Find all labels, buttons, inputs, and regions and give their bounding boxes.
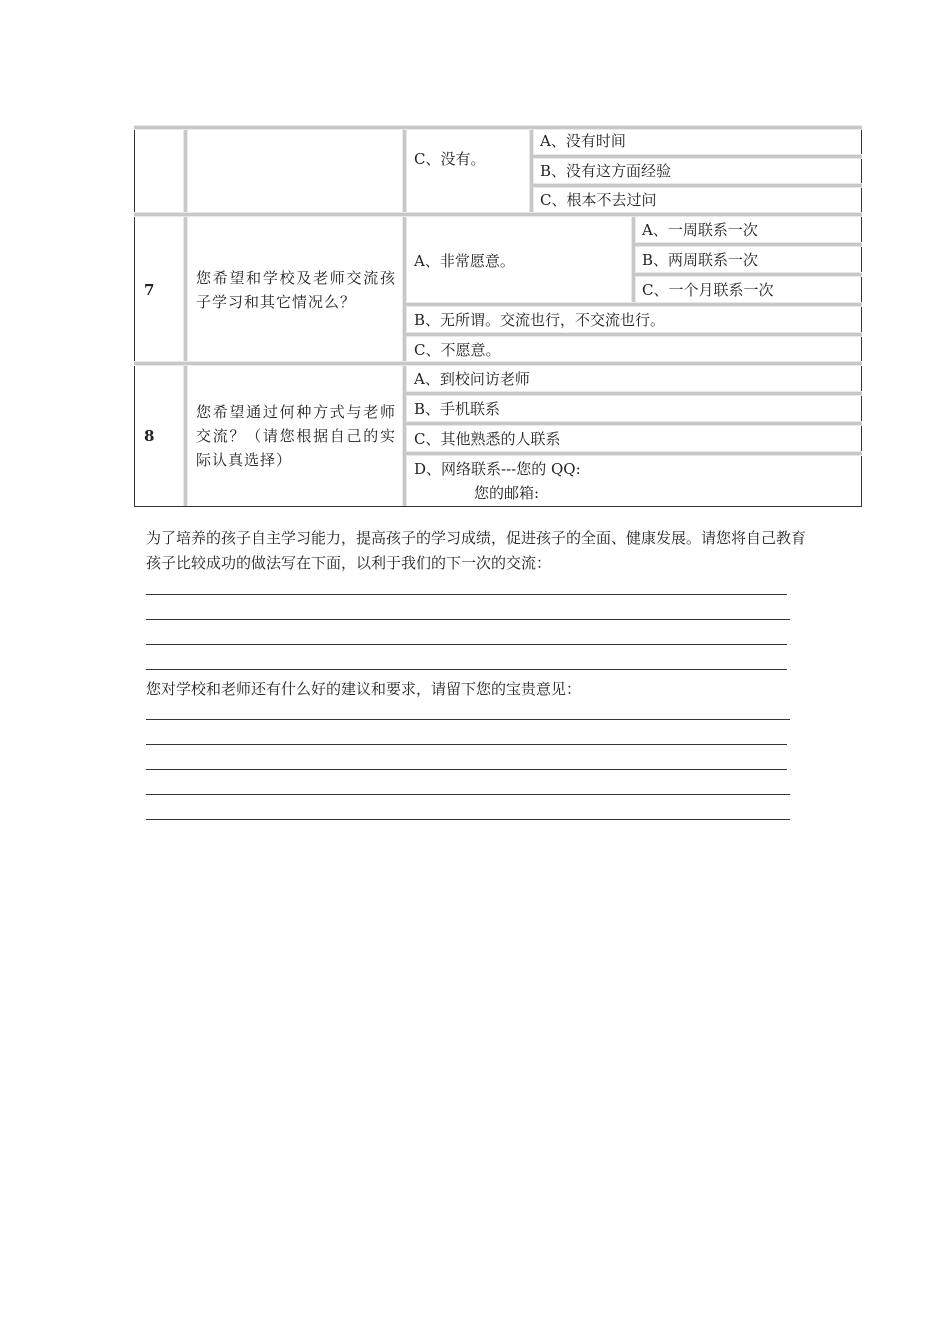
table-col-divider (402, 128, 407, 506)
table-row-divider (406, 451, 862, 456)
row7-answer-c: C、不愿意。 (414, 341, 501, 359)
table-row-divider (635, 242, 862, 247)
table-col-divider (183, 128, 188, 506)
answer-line (146, 619, 790, 620)
row7-answer-b: B、无所谓。交流也行，不交流也行。 (414, 311, 666, 329)
table-row-divider (134, 125, 862, 130)
row6-answer-c: C、没有。 (414, 150, 486, 168)
row7-sub-a: A、一周联系一次 (642, 221, 758, 239)
answer-line (146, 669, 787, 670)
paragraph-suggestion-prompt: 您对学校和老师还有什么好的建议和要求，请留下您的宝贵意见： (146, 680, 582, 698)
paragraph-experience-prompt: 为了培养的孩子自主学习能力，提高孩子的学习成绩，促进孩子的全面、健康发展。请您将自己教育孩子比较成功的做法写在下面，以利于我们的下一次的交流： (146, 529, 807, 572)
row8-email-label: 您的邮箱: (474, 484, 540, 502)
table-row-divider (406, 302, 862, 307)
row7-sub-c: C、一个月联系一次 (642, 281, 774, 299)
row8-option-a: A、到校问访老师 (414, 370, 530, 388)
answer-line (146, 794, 790, 795)
answer-line (146, 644, 787, 645)
table-col-divider (631, 216, 636, 304)
table-row-divider (406, 332, 862, 337)
row8-question: 您希望通过何种方式与老师交流？（请您根据自己的实际认真选择） (196, 403, 396, 469)
table-row-divider (533, 183, 862, 188)
row8-option-c: C、其他熟悉的人联系 (414, 430, 561, 448)
table-row-divider (635, 272, 862, 277)
answer-line (146, 769, 787, 770)
row7-number: 7 (144, 281, 155, 299)
row8-number: 8 (144, 427, 155, 445)
row6-sub-b: B、没有这方面经验 (540, 162, 672, 180)
table-row-divider (134, 212, 862, 217)
table-col-divider (529, 128, 534, 213)
row8-option-b: B、手机联系 (414, 400, 501, 418)
row6-sub-a: A、没有时间 (540, 132, 626, 150)
table-row-divider (406, 391, 862, 396)
answer-line (146, 819, 790, 820)
row8-option-d: D、网络联系---您的 QQ: (414, 460, 581, 478)
answer-line (146, 744, 787, 745)
table-row-divider (406, 421, 862, 426)
row7-sub-b: B、两周联系一次 (642, 251, 759, 269)
table-row-divider (533, 154, 862, 159)
answer-line (146, 719, 790, 720)
row7-question: 您希望和学校及老师交流孩子学习和其它情况么？ (196, 269, 396, 311)
table-row-divider (134, 361, 862, 366)
row6-sub-c: C、根本不去过问 (540, 191, 657, 209)
answer-line (146, 594, 787, 595)
row7-answer-a: A、非常愿意。 (414, 252, 515, 270)
